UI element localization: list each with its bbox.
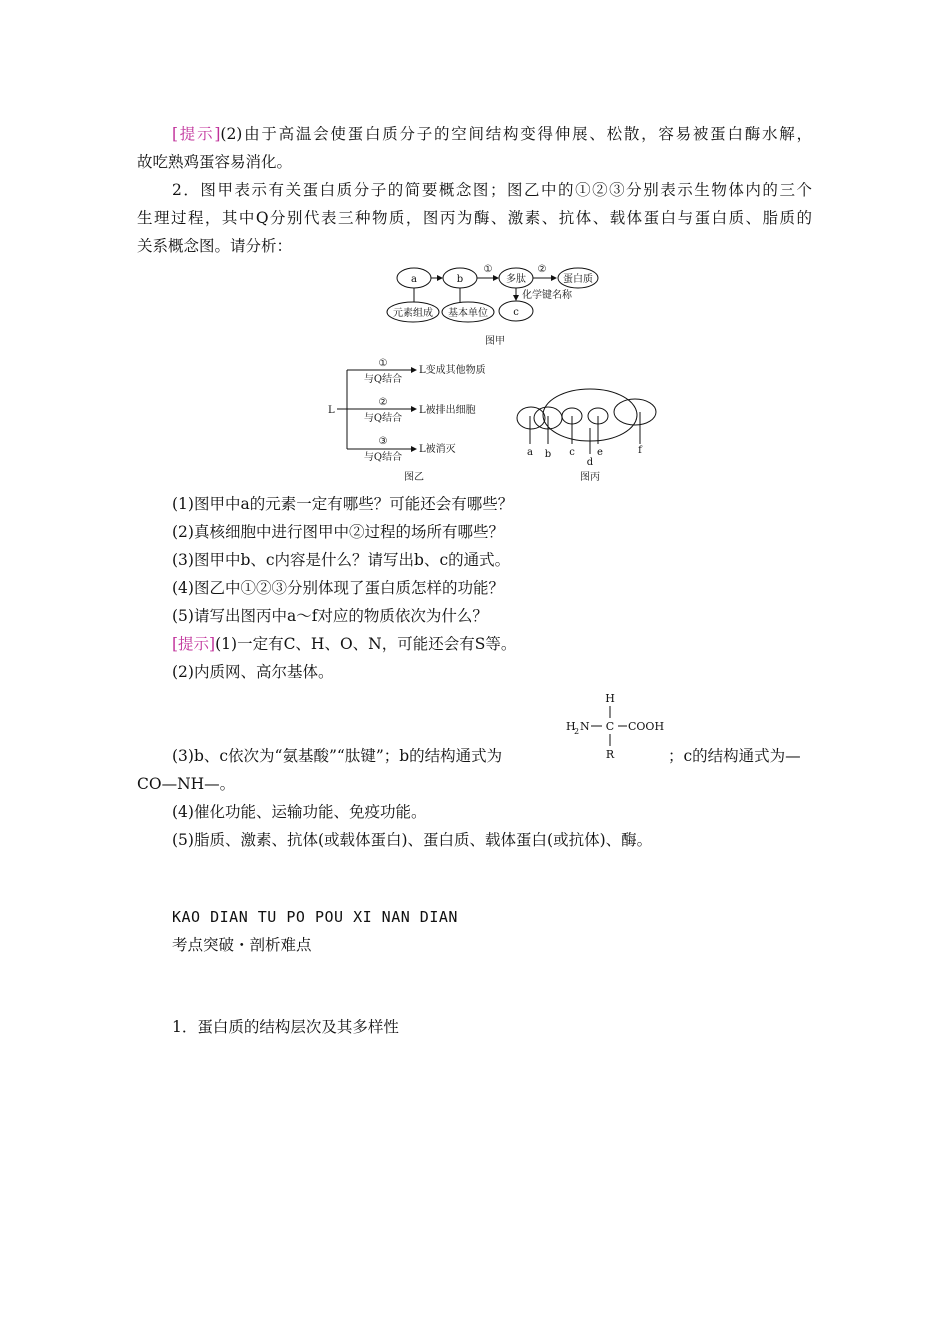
figure-bing (512, 378, 662, 486)
figure-jia-caption: 图甲 (485, 336, 505, 347)
label-d: d (586, 457, 594, 468)
answer-4: (4)催化功能、运输功能、免疫功能。 (172, 803, 427, 821)
result3: L被消灭 (419, 444, 456, 455)
hint-text: (2)由于高温会使蛋白质分子的空间结构变得伸展、松散，容易被蛋白酶水解， (220, 125, 812, 143)
answer-3-before: (3)b、c依次为“氨基酸”“肽键”；b的结构通式为 (172, 747, 503, 765)
answer-1 (172, 634, 516, 654)
label-b: b (544, 449, 552, 460)
num2: ② (378, 397, 388, 408)
formula-subscript: 2 (574, 727, 580, 736)
question-2: (2)真核细胞中进行图甲中②过程的场所有哪些？ (172, 523, 504, 541)
node-protein: 蛋白质 (563, 274, 593, 285)
label-f: f (638, 445, 642, 456)
answer-3-line2: CO—NH—。 (137, 775, 236, 793)
bind1: 与Q结合 (363, 374, 403, 385)
bind3: 与Q结合 (363, 452, 403, 463)
answer-3-after: ；c的结构通式为— (668, 747, 801, 765)
formula-r: R (605, 748, 615, 761)
node-L: L (328, 405, 335, 416)
answer-1-text: (1)一定有C、H、O、N，可能还会有S等。 (215, 635, 517, 653)
section-pinyin: KAO DIAN TU PO POU XI NAN DIAN (172, 908, 458, 926)
circle-f (614, 399, 656, 425)
answer-hint-label: [提示] (172, 635, 216, 653)
formula-h: H (566, 720, 576, 733)
figure-yi-caption: 图乙 (404, 472, 424, 483)
label-e: e (597, 447, 603, 458)
arrow1-label: ① (483, 264, 493, 275)
question2-line1: 2．图甲表示有关蛋白质分子的简要概念图；图乙中的①②③分别表示生物体内的三个 (172, 181, 812, 199)
question-5: (5)请写出图丙中a～f对应的物质依次为什么？ (172, 607, 488, 625)
formula-n: N (580, 720, 590, 733)
answer-2: (2)内质网、高尔基体。 (172, 663, 334, 681)
section-item-1: 1．蛋白质的结构层次及其多样性 (172, 1018, 399, 1036)
result1: L变成其他物质 (419, 365, 486, 376)
node-elements: 元素组成 (393, 308, 433, 319)
section-title: 考点突破・剖析难点 (172, 936, 312, 954)
node-b: b (456, 274, 464, 285)
arrow2-label: ② (537, 264, 547, 275)
amino-acid-formula (562, 688, 672, 764)
node-unit: 基本单位 (448, 308, 488, 319)
hint-paragraph-line2: 故吃熟鸡蛋容易消化。 (137, 153, 293, 171)
label-c: c (569, 447, 575, 458)
hint-paragraph-line1 (172, 124, 812, 144)
node-a: a (411, 274, 417, 285)
num3: ③ (378, 436, 388, 447)
question-4: (4)图乙中①②③分别体现了蛋白质怎样的功能？ (172, 579, 504, 597)
figure-yi (322, 352, 512, 486)
formula-cooh: COOH (628, 720, 665, 733)
question2-line2: 生理过程，其中Q分别代表三种物质，图丙为酶、激素、抗体、载体蛋白与蛋白质、脂质的 (137, 209, 812, 227)
answer-5: (5)脂质、激素、抗体(或载体蛋白)、蛋白质、载体蛋白(或抗体)、酶。 (172, 831, 653, 849)
bond-label: 化学键名称 (522, 290, 572, 301)
num1: ① (378, 358, 388, 369)
question2-line3: 关系概念图。请分析： (137, 237, 293, 255)
label-a: a (527, 447, 533, 458)
formula-top-h: H (605, 692, 615, 705)
question-3: (3)图甲中b、c内容是什么？请写出b、c的通式。 (172, 551, 511, 569)
hint-label: [提示] (172, 125, 221, 143)
question-1: (1)图甲中a的元素一定有哪些？可能还会有哪些？ (172, 495, 514, 513)
result2: L被排出细胞 (419, 405, 476, 416)
figure-jia (370, 258, 630, 350)
circle-a (517, 407, 545, 429)
node-peptide: 多肽 (506, 274, 526, 285)
node-c: c (513, 307, 519, 318)
figure-bing-caption: 图丙 (580, 472, 600, 483)
formula-c: C (605, 720, 615, 733)
bind2: 与Q结合 (363, 413, 403, 424)
